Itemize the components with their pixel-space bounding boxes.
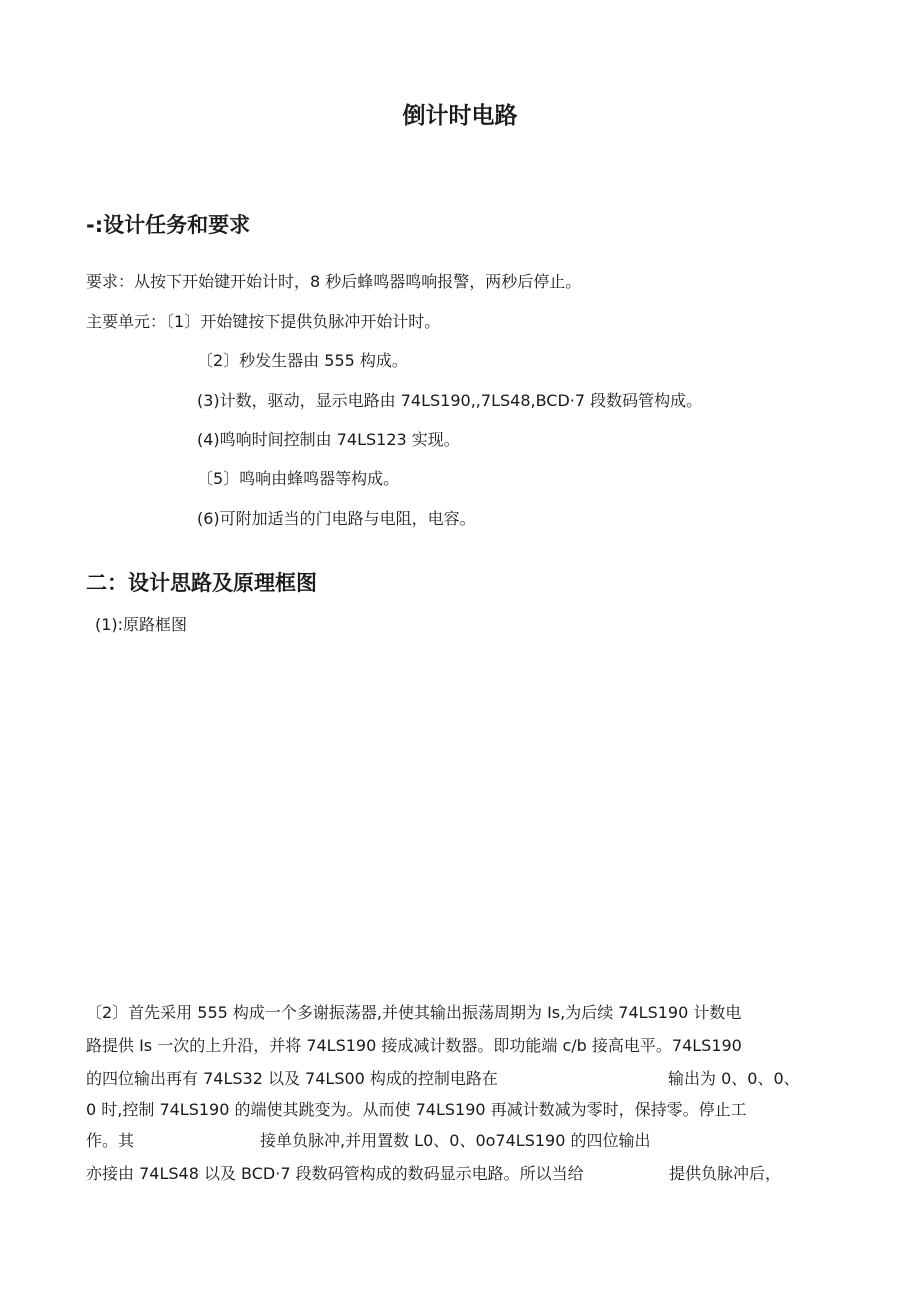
units-label: 主要单元： (86, 312, 167, 331)
paragraph-line-1: 〔2〕首先采用 555 构成一个多谢振荡器,并使其输出振荡周期为 Is,为后续 74LS190 计数电 (86, 1003, 742, 1022)
unit-item-2: 〔2〕秒发生器由 555 构成。 (197, 351, 408, 370)
paragraph-line-2: 路提供 Is 一次的上升沿，并将 74LS190 接成减计数器。即功能端 c/b 接高电平。74LS190 (86, 1036, 742, 1055)
paragraph-line-6a: 亦接由 74LS48 以及 BCD·7 段数码管构成的数码显示电路。所以当给 (86, 1164, 584, 1183)
paragraph-line-4: 0 时,控制 74LS190 的端使其跳变为。从而使 74LS190 再减计数减为零时，保持零。停止工 (86, 1100, 747, 1119)
unit-item-6: (6)可附加适当的门电路与电阻，电容。 (197, 509, 476, 528)
paragraph-line-5b: 接单负脉冲,并用置数 L0、0、0o74LS190 的四位输出 (260, 1131, 651, 1150)
unit-item-1: 〔1〕开始键按下提供负脉冲开始计时。 (166, 312, 441, 331)
block-diagram-area (86, 650, 826, 990)
paragraph-line-3a: 的四位输出再有 74LS32 以及 74LS00 构成的控制电路在 (86, 1069, 498, 1088)
section-2-heading: 二：设计思路及原理框图 (86, 571, 317, 595)
section-1-heading: -:设计任务和要求 (86, 213, 251, 237)
paragraph-line-3b: 输出为 0、0、0、 (668, 1069, 800, 1088)
section-2-subheading: (1):原路框图 (95, 615, 188, 634)
page-title: 倒计时电路 (402, 103, 518, 129)
paragraph-line-5a: 作。其 (86, 1131, 135, 1150)
unit-item-4: (4)鸣响时间控制由 74LS123 实现。 (197, 430, 460, 449)
paragraph-line-6b: 提供负脉冲后， (669, 1164, 782, 1183)
units-line-1 (86, 311, 440, 333)
requirement-text: 要求：从按下开始键开始计时，8 秒后蜂鸣器鸣响报警，两秒后停止。 (86, 272, 582, 291)
unit-item-5: 〔5〕鸣响由蜂鸣器等构成。 (197, 469, 400, 488)
unit-item-3: (3)计数，驱动，显示电路由 74LS190,,7LS48,BCD·7 段数码管构成。 (197, 391, 703, 410)
